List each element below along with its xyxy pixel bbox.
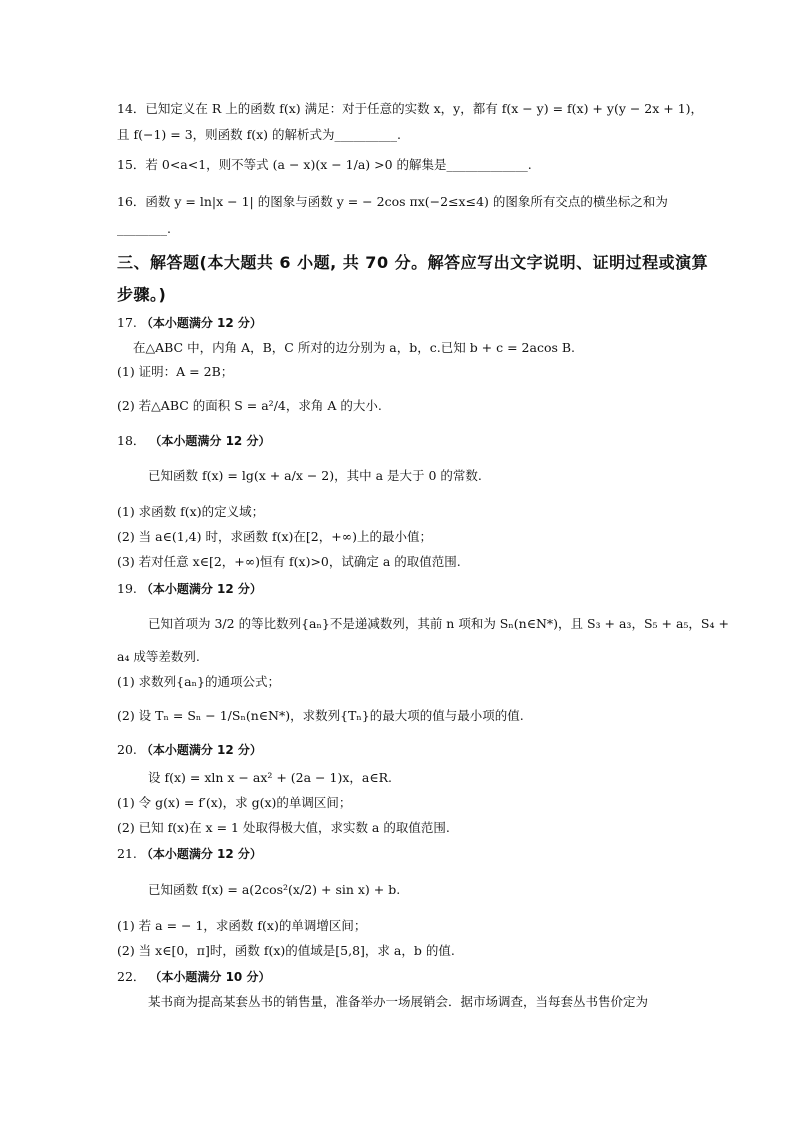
q19-stem-line-2: a₄ 成等差数列. [117, 649, 200, 664]
q21-stem: 已知函数 f(x) = a(2cos²(x/2) + sin x) + b. [148, 882, 401, 897]
q15-line: 15．若 0<a<1，则不等式 (a − x)(x − 1/a) >0 的解集是_____________. [117, 157, 532, 172]
q21-part-1: (1) 若 a = − 1，求函数 f(x)的单调增区间； [117, 918, 367, 933]
q21-header [117, 846, 262, 861]
q20-stem: 设 f(x) = xln x − ax² + (2a − 1)x，a∈R. [148, 770, 392, 785]
section-3-heading-line-2: 步骤。) [117, 285, 167, 304]
q17-number: 17. [117, 315, 137, 330]
q17-points: （本小题满分 12 分） [140, 316, 262, 330]
section-3-heading-line-1: 三、解答题(本大题共 6 小题, 共 70 分。解答应写出文字说明、证明过程或演算 [117, 253, 709, 272]
q17-part-1: (1) 证明：A = 2B； [117, 364, 234, 379]
q19-stem-line-1: 已知首项为 3/2 的等比数列{aₙ}不是递减数列，其前 n 项和为 Sₙ(n∈N*)，且 S₃ + a₃，S₅ + a₅，S₄ + [148, 616, 729, 631]
q19-part-2: (2) 设 Tₙ = Sₙ − 1/Sₙ(n∈N*)，求数列{Tₙ}的最大项的值与最小项的值. [117, 708, 524, 723]
q18-stem: 已知函数 f(x) = lg(x + a/x − 2)，其中 a 是大于 0 的常数. [148, 468, 482, 483]
q16-line-1: 16．函数 y = ln|x − 1| 的图象与函数 y = − 2cos πx(−2≤x≤4) 的图象所有交点的横坐标之和为 [117, 194, 668, 209]
q18-part-3: (3) 若对任意 x∈[2，+∞)恒有 f(x)>0，试确定 a 的取值范围. [117, 554, 461, 569]
q22-points: （本小题满分 10 分） [149, 970, 271, 984]
q17-stem: 在△ABC 中，内角 A，B，C 所对的边分别为 a，b，c.已知 b + c = 2acos B. [133, 340, 576, 355]
q19-header [117, 581, 262, 596]
q22-number: 22． [117, 969, 146, 984]
q22-header [117, 969, 270, 984]
q22-stem: 某书商为提高某套丛书的销售量，准备举办一场展销会．据市场调查，当每套丛书售价定为 [148, 994, 649, 1009]
q16-line-2: ________. [117, 221, 171, 236]
q18-number: 18． [117, 433, 146, 448]
q21-number: 21. [117, 846, 137, 861]
q17-header [117, 315, 262, 330]
q20-number: 20. [117, 742, 137, 757]
q21-part-2: (2) 当 x∈[0，π]时，函数 f(x)的值域是[5,8]，求 a，b 的值. [117, 943, 455, 958]
q14-line-2: 且 f(−1) = 3，则函数 f(x) 的解析式为__________. [117, 127, 402, 142]
q20-points: （本小题满分 12 分） [140, 743, 262, 757]
q19-number: 19. [117, 581, 137, 596]
q18-part-1: (1) 求函数 f(x)的定义域； [117, 504, 265, 519]
q20-part-1: (1) 令 g(x) = f′(x)，求 g(x)的单调区间； [117, 795, 352, 810]
q14-line-1: 14．已知定义在 R 上的函数 f(x) 满足：对于任意的实数 x，y，都有 f(x − y) = f(x) + y(y − 2x + 1)， [117, 101, 704, 116]
q19-part-1: (1) 求数列{aₙ}的通项公式； [117, 674, 280, 689]
q20-part-2: (2) 已知 f(x)在 x = 1 处取得极大值，求实数 a 的取值范围. [117, 820, 450, 835]
q17-part-2: (2) 若△ABC 的面积 S = a²/4，求角 A 的大小. [117, 398, 382, 413]
q20-header [117, 742, 262, 757]
q18-header [117, 433, 270, 448]
q21-points: （本小题满分 12 分） [140, 847, 262, 861]
q18-points: （本小题满分 12 分） [149, 434, 271, 448]
q18-part-2: (2) 当 a∈(1,4) 时，求函数 f(x)在[2，+∞)上的最小值； [117, 529, 432, 544]
q19-points: （本小题满分 12 分） [140, 582, 262, 596]
